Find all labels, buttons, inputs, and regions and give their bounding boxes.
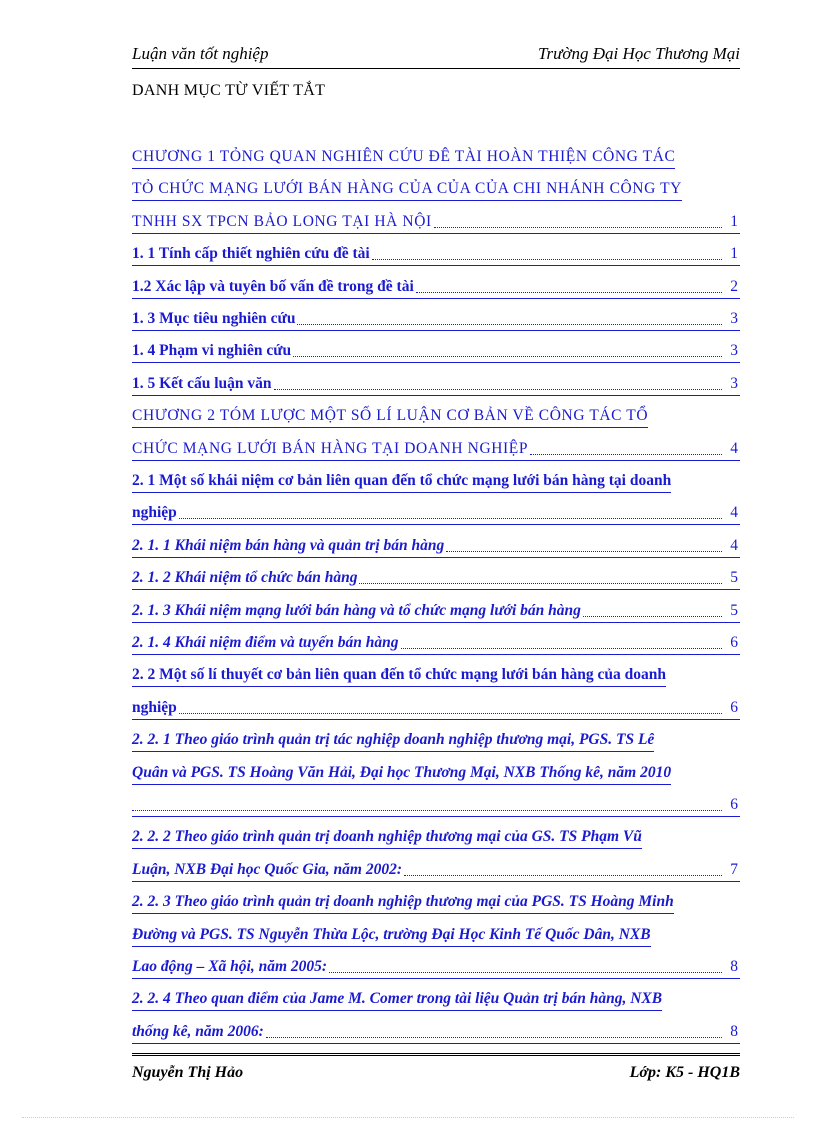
- toc-page-number: 1: [730, 245, 738, 263]
- page-header: [132, 40, 740, 69]
- toc-entry-line[interactable]: [132, 146, 675, 169]
- toc-entry-line[interactable]: [132, 308, 740, 331]
- toc-leader-dots: [530, 454, 722, 455]
- toc-entry-line[interactable]: [132, 373, 740, 396]
- toc-entry-line[interactable]: [132, 567, 740, 590]
- toc-leader-dots: [404, 875, 722, 876]
- toc-page-number: 8: [730, 958, 738, 975]
- toc-leader-dots: [401, 648, 722, 649]
- toc-page-number: 6: [730, 698, 738, 716]
- toc-entry-line[interactable]: [132, 600, 740, 623]
- toc-entry-text: 2. 2. 3 Theo giáo trình quản trị doanh nghiệp thương mại của PGS. TS Hoàng Minh: [132, 893, 674, 911]
- toc-page-number: 3: [730, 374, 738, 392]
- toc-page-number: 7: [730, 860, 738, 878]
- toc-entry-text: 2. 1. 1 Khái niệm bán hàng và quản trị bán hàng: [132, 536, 445, 554]
- toc-entry-text: CHỨC MẠNG LƯỚI BÁN HÀNG TẠI DOANH NGHIỆP: [132, 439, 529, 457]
- toc-entry-text: 2. 2 Một số lí thuyết cơ bản liên quan đến tổ chức mạng lưới bán hàng của doanh: [132, 666, 667, 684]
- toc-leader-dots: [179, 518, 722, 519]
- toc-entry-line[interactable]: [132, 664, 666, 687]
- toc-entry-line[interactable]: [132, 632, 740, 655]
- toc-entry-text: thống kê, năm 2006:: [132, 1022, 264, 1040]
- toc-entry-line[interactable]: [132, 891, 674, 914]
- toc-entry-line[interactable]: [132, 438, 740, 461]
- toc-entry-text: 1. 1 Tính cấp thiết nghiên cứu đề tài: [132, 245, 370, 263]
- toc-entry-line[interactable]: [132, 924, 651, 947]
- toc-entry-line[interactable]: [132, 762, 671, 785]
- toc-entry-text: 2. 1 Một số khái niệm cơ bản liên quan đến tổ chức mạng lưới bán hàng tại doanh: [132, 472, 672, 489]
- toc-entry-line[interactable]: [132, 405, 648, 428]
- toc-entry-text: 1. 5 Kết cấu luận văn: [132, 374, 272, 392]
- footer-author: Nguyễn Thị Hảo: [132, 1064, 244, 1081]
- toc-entry-text: Luận, NXB Đại học Quốc Gia, năm 2002:: [132, 860, 402, 878]
- toc-leader-dots: [372, 259, 722, 260]
- toc-entry-text: 1.2 Xác lập và tuyên bố vấn đề trong đề tài: [132, 277, 414, 295]
- toc-entry-text: Quân và PGS. TS Hoàng Văn Hải, Đại học Thương Mại, NXB Thống kê, năm 2010: [132, 763, 672, 781]
- toc-entry-line[interactable]: [132, 826, 642, 849]
- toc-leader-dots: [583, 616, 722, 617]
- toc-page-number: 6: [730, 796, 738, 813]
- footer-class: Lớp: K5 - HQ1B: [629, 1064, 740, 1081]
- toc-entry-text: 2. 1. 3 Khái niệm mạng lưới bán hàng và tổ chức mạng lưới bán hàng: [132, 601, 581, 619]
- page-footer: [132, 1053, 740, 1086]
- toc-entry-text: Đường và PGS. TS Nguyễn Thừa Lộc, trường Đại Học Kinh Tế Quốc Dân, NXB: [132, 925, 651, 943]
- toc-entry-text: 1. 3 Mục tiêu nghiên cứu: [132, 310, 296, 327]
- toc-page-number: 4: [730, 536, 738, 554]
- toc-entry-line[interactable]: [132, 535, 740, 558]
- toc-entry-text: 2. 2. 4 Theo quan điểm của Jame M. Comer trong tài liệu Quản trị bán hàng, NXB: [132, 990, 663, 1008]
- toc-entry-text: Lao động – Xã hội, năm 2005:: [132, 958, 328, 975]
- toc-entry-line[interactable]: [132, 697, 740, 720]
- toc-page-number: 5: [730, 569, 738, 587]
- toc-page-number: 6: [730, 634, 738, 651]
- toc-entry-line[interactable]: [132, 470, 671, 493]
- toc-entry-line[interactable]: [132, 276, 740, 299]
- toc-entry-text: 2. 2. 2 Theo giáo trình quản trị doanh nghiệp thương mại của GS. TS Phạm Vũ: [132, 828, 642, 846]
- toc-entry-text: 2. 1. 2 Khái niệm tổ chức bán hàng: [132, 569, 358, 587]
- toc-page-number: 8: [730, 1022, 738, 1040]
- toc-page-number: 5: [730, 601, 738, 619]
- toc-entry-text: CHƯƠNG 2 TÓM LƯỢC MỘT SỐ LÍ LUẬN CƠ BẢN VỀ CÔNG TÁC TỔ: [132, 407, 649, 425]
- toc-leader-dots: [179, 713, 722, 714]
- toc-entry-line[interactable]: [132, 340, 740, 363]
- toc-entry-line[interactable]: [132, 988, 662, 1011]
- toc-entry-line[interactable]: [132, 502, 740, 525]
- toc-entry-line[interactable]: [132, 729, 654, 752]
- toc-entry-text: CHƯƠNG 1 TỎNG QUAN NGHIÊN CỨU ĐÊ TÀI HOÀN THIỆN CÔNG TÁC: [132, 148, 676, 165]
- toc-entry-line[interactable]: [132, 211, 740, 234]
- toc-entry-line[interactable]: [132, 178, 682, 201]
- toc-entry-text: nghiệp: [132, 504, 177, 522]
- toc-entry-line[interactable]: [132, 794, 740, 817]
- toc-leader-dots: [132, 810, 722, 811]
- toc-leader-dots: [446, 551, 722, 552]
- toc-page-number: 4: [730, 504, 738, 522]
- toc-entry-text: 2. 1. 4 Khái niệm điểm và tuyến bán hàng: [132, 634, 399, 651]
- toc-entry-line[interactable]: [132, 956, 740, 979]
- toc-leader-dots: [266, 1037, 722, 1038]
- toc-entry-line[interactable]: [132, 859, 740, 882]
- toc-leader-dots: [274, 389, 722, 390]
- toc-page-number: 4: [730, 439, 738, 457]
- toc-entry-line[interactable]: [132, 1021, 740, 1044]
- toc-page-number: 3: [730, 310, 738, 327]
- toc-page-number: 3: [730, 342, 738, 360]
- toc-leader-dots: [297, 324, 722, 325]
- toc-page-number: 2: [730, 277, 738, 295]
- toc-page-number: 1: [730, 212, 738, 230]
- header-left-text: Luận văn tốt nghiệp: [132, 44, 269, 63]
- toc-leader-dots: [359, 583, 722, 584]
- toc-entry-text: 2. 2. 1 Theo giáo trình quản trị tác nghiệp doanh nghiệp thương mại, PGS. TS Lê: [132, 731, 655, 749]
- header-right-text: Trường Đại Học Thương Mại: [538, 44, 740, 63]
- toc-entry-text: TNHH SX TPCN BẢO LONG TẠI HÀ NỘI: [132, 212, 432, 230]
- toc-entry-text: TỎ CHỨC MẠNG LƯỚI BÁN HÀNG CỦA CỦA CỦA CHI NHÁNH CÔNG TY: [132, 180, 682, 198]
- toc-entry-line[interactable]: [132, 243, 740, 266]
- toc-entry-text: 1. 4 Phạm vi nghiên cứu: [132, 342, 292, 360]
- toc-leader-dots: [416, 292, 722, 293]
- toc-leader-dots: [434, 227, 722, 228]
- toc-leader-dots: [293, 356, 722, 357]
- page-edge-divider: [22, 1117, 794, 1118]
- toc-entry-text: nghiệp: [132, 698, 177, 716]
- toc-leader-dots: [329, 972, 722, 973]
- abbreviations-heading: DANH MỤC TỪ VIẾT TẮT: [132, 82, 326, 99]
